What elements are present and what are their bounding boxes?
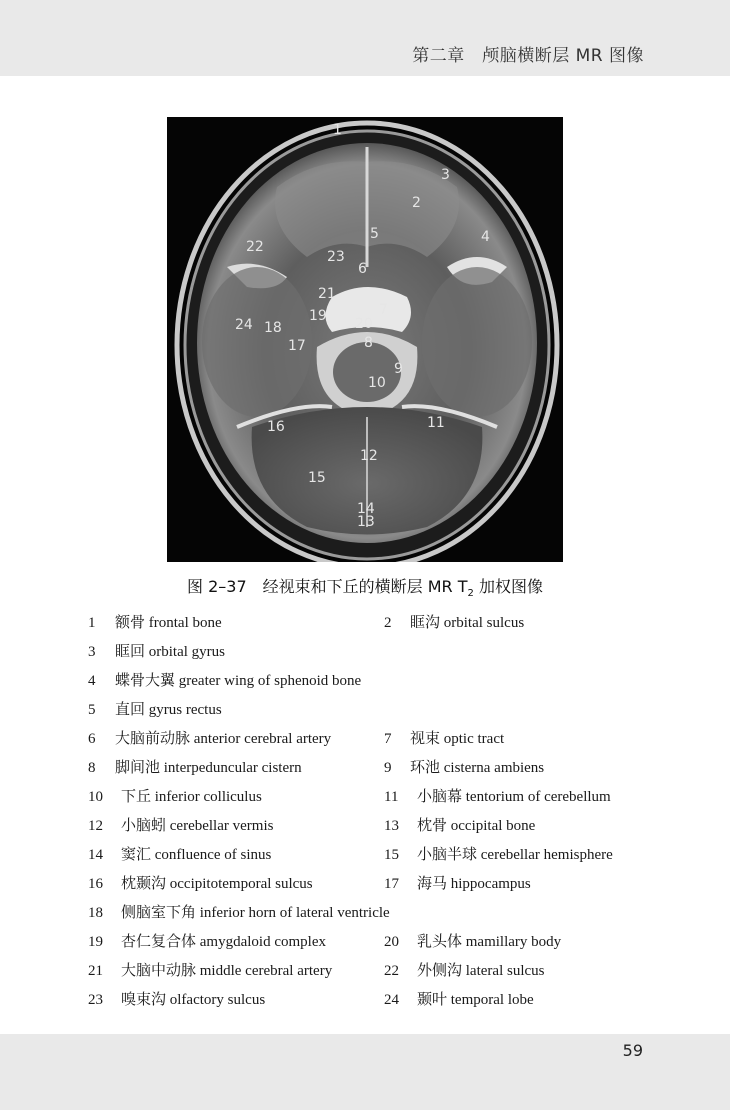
legend-item: 10 下丘 inferior colliculus	[88, 787, 262, 805]
figure-label: 17	[288, 338, 306, 354]
midbrain	[333, 342, 401, 402]
legend-item: 9 环池 cisterna ambiens	[384, 758, 545, 776]
mri-figure	[167, 117, 563, 562]
figure-label: 2	[412, 195, 421, 211]
caption-suffix: 加权图像	[473, 577, 543, 596]
legend-item: 15 小脑半球 cerebellar hemisphere	[384, 845, 613, 863]
legend-item: 11 小脑幕 tentorium of cerebellum	[384, 787, 611, 805]
figure-label: 3	[441, 167, 450, 183]
chapter-title: 第二章 颅脑横断层 MR 图像	[412, 46, 644, 66]
figure-label: 21	[318, 286, 336, 302]
figure-label: 16	[267, 419, 285, 435]
figure-label: 24	[235, 317, 253, 333]
legend-item: 23 嗅束沟 olfactory sulcus	[88, 990, 266, 1008]
figure-caption	[0, 574, 730, 599]
figure-label: 11	[427, 415, 445, 431]
legend-item: 6 大脑前动脉 anterior cerebral artery	[88, 729, 332, 747]
legend-item: 19 杏仁复合体 amygdaloid complex	[88, 932, 326, 950]
legend-item: 14 窦汇 confluence of sinus	[88, 845, 272, 863]
figure-label: 8	[364, 335, 373, 351]
footer-band	[0, 1034, 730, 1110]
legend-item: 24 颞叶 temporal lobe	[384, 990, 534, 1008]
legend-item: 7 视束 optic tract	[384, 729, 505, 747]
figure-label: 23	[327, 249, 345, 265]
figure-label: 15	[308, 470, 326, 486]
legend-item: 22 外侧沟 lateral sulcus	[384, 961, 545, 979]
figure-label: 5	[370, 226, 379, 242]
figure-label: 9	[394, 361, 403, 377]
legend-item: 5 直回 gyrus rectus	[88, 700, 222, 718]
figure-label: 18	[264, 320, 282, 336]
caption-subscript: 2	[467, 588, 474, 600]
page-number: 59	[622, 1041, 643, 1060]
figure-label: 13	[357, 514, 375, 530]
legend-item: 12 小脑蚓 cerebellar vermis	[88, 816, 274, 834]
figure-label: 4	[481, 229, 490, 245]
legend-item: 21 大脑中动脉 middle cerebral artery	[88, 961, 333, 979]
figure-label: 10	[368, 375, 386, 391]
caption-prefix: 图 2–37 经视束和下丘的横断层 MR T	[187, 577, 468, 596]
legend-item: 16 枕颞沟 occipitotemporal sulcus	[88, 874, 313, 892]
right-temporal-lobe	[422, 267, 532, 417]
figure-label: 14	[357, 501, 375, 517]
legend-item: 3 眶回 orbital gyrus	[88, 642, 226, 660]
legend-item: 13 枕骨 occipital bone	[384, 816, 536, 834]
figure-label: 12	[360, 448, 378, 464]
mri-brain-image	[167, 117, 563, 562]
legend-item: 20 乳头体 mamillary body	[384, 932, 562, 950]
figure-label: 19	[309, 308, 327, 324]
figure-label: 22	[246, 239, 264, 255]
figure-label: 6	[358, 261, 367, 277]
legend-item: 2 眶沟 orbital sulcus	[384, 613, 525, 631]
figure-label: 1	[333, 122, 342, 138]
figure-label: 20	[355, 316, 373, 332]
legend-item: 4 蝶骨大翼 greater wing of sphenoid bone	[88, 671, 362, 689]
legend-item: 1 额骨 frontal bone	[88, 613, 222, 631]
legend-item: 18 侧脑室下角 inferior horn of lateral ventricle	[88, 903, 390, 921]
legend-item: 8 脚间池 interpeduncular cistern	[88, 758, 302, 776]
legend-item: 17 海马 hippocampus	[384, 874, 531, 892]
figure-label: 7	[379, 302, 388, 318]
